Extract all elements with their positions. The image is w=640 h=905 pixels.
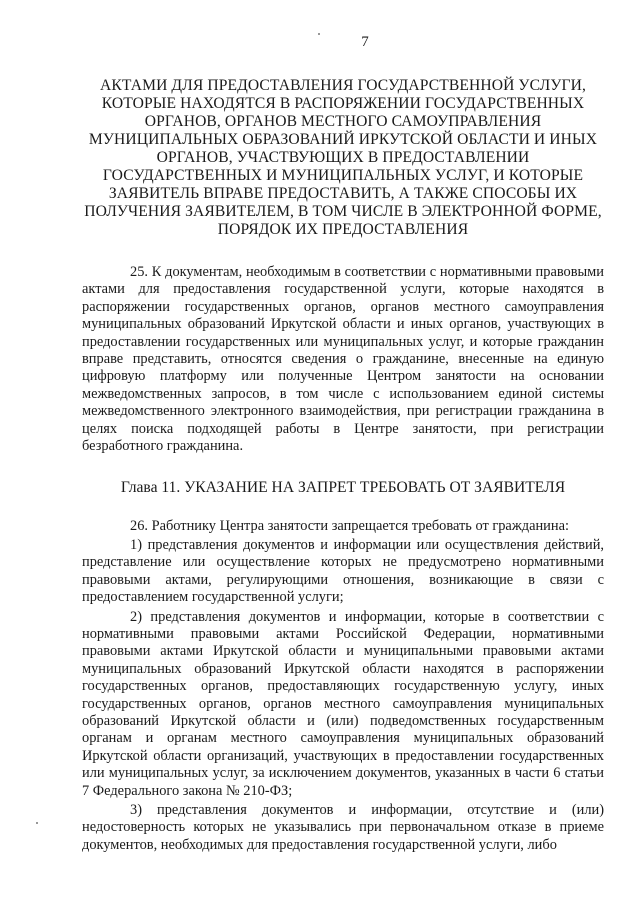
scan-speck [36, 822, 38, 824]
page-number: 7 [361, 34, 369, 50]
paragraph-26-intro: 26. Работнику Центра занятости запрещается требовать от гражданина: [130, 518, 569, 535]
chapter-title: Глава 11. УКАЗАНИЕ НА ЗАПРЕТ ТРЕБОВАТЬ ОТ ЗАЯВИТЕЛЯ [120, 479, 566, 497]
scan-speck [318, 33, 320, 35]
paragraph-25: 25. К документам, необходимым в соответствии с нормативными правовыми актами для предоставления государственной услуги, которые находятся в распоряжении государственных органов, органов местного самоуправления муниципальных образований Иркутской области и иных органов, участвующих в предоставлении государственных или муниципальных услуг, и которые гражданин вправе представить, относятся сведения о гражданине, внесенные на единую цифровую платформу или полученные Центром занятости на основании межведомственных запросов, в том числе с использованием единой системы межведомственного электронного взаимодействия, при регистрации гражданина в целях поиска подходящей работы в Центре занятости, при регистрации безработного гражданина. [82, 264, 604, 455]
section-heading: АКТАМИ ДЛЯ ПРЕДОСТАВЛЕНИЯ ГОСУДАРСТВЕННОЙ УСЛУГИ, КОТОРЫЕ НАХОДЯТСЯ В РАСПОРЯЖЕНИИ ГОСУДАРСТВЕННЫХ ОРГАНОВ, ОРГАНОВ МЕСТНОГО САМОУПРАВЛЕНИЯ МУНИЦИПАЛЬНЫХ ОБРАЗОВАНИЙ ИРКУТСКОЙ ОБЛАСТИ И ИНЫХ ОРГАНОВ, УЧАСТВУЮЩИХ В ПРЕДОСТАВЛЕНИИ ГОСУДАРСТВЕННЫХ И МУНИЦИПАЛЬНЫХ УСЛУГ, И КОТОРЫЕ ЗАЯВИТЕЛЬ ВПРАВЕ ПРЕДОСТАВИТЬ, А ТАКЖЕ СПОСОБЫ ИХ ПОЛУЧЕНИЯ ЗАЯВИТЕЛЕМ, В ТОМ ЧИСЛЕ В ЭЛЕКТРОННОЙ ФОРМЕ, ПОРЯДОК ИХ ПРЕДОСТАВЛЕНИЯ [84, 77, 602, 238]
list-item-3: 3) представления документов и информации, отсутствие и (или) недостоверность которых не указывались при первоначальном отказе в приеме документов, необходимых для предоставления государственной услуги, либо [82, 801, 604, 853]
list-item-1: 1) представления документов и информации или осуществления действий, представление или осуществление которых не предусмотрено нормативными правовыми актами, регулирующими отношения, возникающие в связи с предоставлением государственной услуги; [82, 536, 604, 606]
list-item-2: 2) представления документов и информации, которые в соответствии с нормативными правовыми актами Российской Федерации, нормативными правовыми актами Иркутской области и муниципальными правовыми актами муниципальных образований Иркутской области находятся в распоряжении государственных органов, предоставляющих государственную услугу, иных государственных органов, органов местного самоуправления муниципальных образований Иркутской области и (или) подведомственных государственным органам и органам местного самоуправления муниципальных образований Иркутской области организаций, участвующих в предоставлении государственных или муниципальных услуг, за исключением документов, указанных в части 6 статьи 7 Федерального закона № 210-ФЗ; [82, 608, 604, 799]
